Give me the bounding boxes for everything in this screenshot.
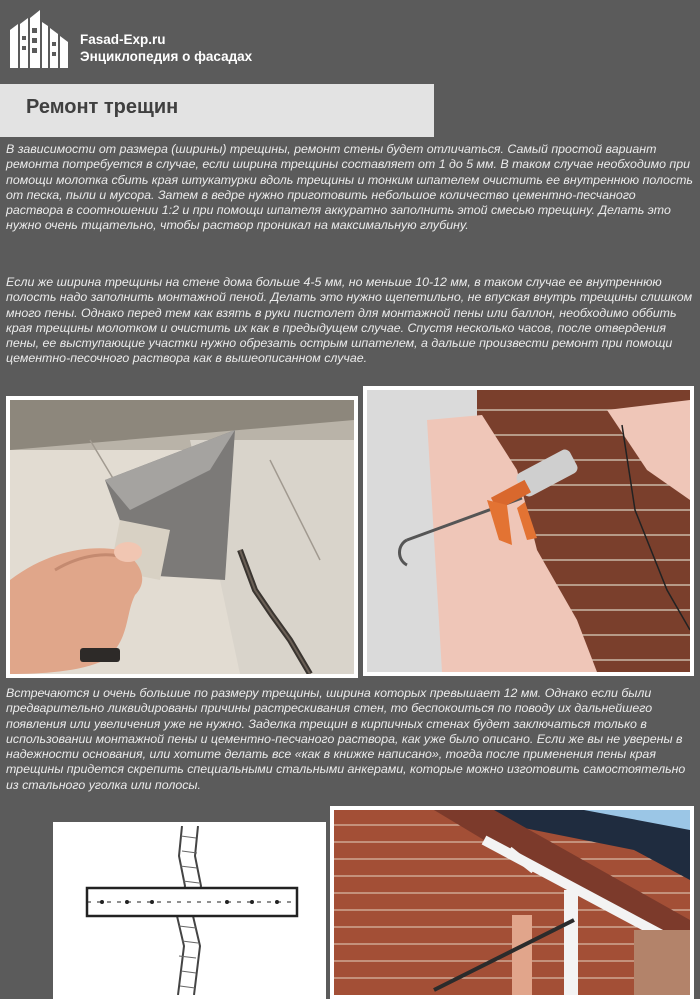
page-title: Ремонт трещин [26,96,179,118]
paragraph-3: Встречаются и очень большие по размеру трещины, ширина которых превышает 12 мм. Однако если были предварительно ликвидированы причины растрескивания стен, то беспокоиться по поводу их дальнейшего появления или увеличения уже не нужно. Заделка трещин в кирпичных стенах будет заключаться только в использовании монтажной пены и цементно-песчаного раствора, как уже было описано. Если же вы не уверены в надежности основания, или хотите делать все «как в книжке написано», тогда после применения пены края трещины придется скрепить специальными стальными анкерами, которые можно изготовить самостоятельно из стального уголка или полосы. [6,686,686,792]
site-name[interactable]: Fasad-Exp.ru [80,32,166,47]
spatula-filling-crack-photo [6,396,358,678]
brick-house-gutter-photo [330,806,694,999]
paragraph-2: Если же ширина трещины на стене дома больше 4-5 мм, но меньше 10-12 мм, в таком случае ее внутреннюю полость надо заполнить монтажной пеной. Делать это нужно щепетильно, не впуская внутрь трещины слишком много пены. Однако перед тем как взять в руки пистолет для монтажной пены или баллон, необходимо оббить края трещины молотком и очистить их как в предыдущем случае. Спустя несколько часов, после отвердения пены, ее выступающие участки нужно обрезать острым шпателем, а дальше произвести ремонт при помощи цементно-песочного раствора как в вышеописанном случае. [6,275,693,366]
foam-gun-illustration [363,386,694,676]
building-logo-icon[interactable] [8,8,70,70]
header [0,0,700,80]
paragraph-1: В зависимости от размера (ширины) трещины, ремонт стены будет отличаться. Самый простой вариант ремонта потребуется в случае, если ширина трещины составляет от 1 до 5 мм. В таком случае необходимо при помощи молотка сбить края штукатурки вдоль трещины и тонким шпателем очистить ее внутреннюю полость от песка, пыли и мусора. Затем в ведре нужно приготовить небольшое количество цементно-песчаного раствора в соотношении 1:2 и при помощи шпателя аккуратно заполнить этой смесью трещину. Делать это нужно очень тщательно, чтобы раствор проникал на максимальную глубину. [6,142,693,233]
site-subtitle: Энциклопедия о фасадах [80,49,253,64]
brand [80,31,252,65]
anchor-diagram [53,822,326,999]
